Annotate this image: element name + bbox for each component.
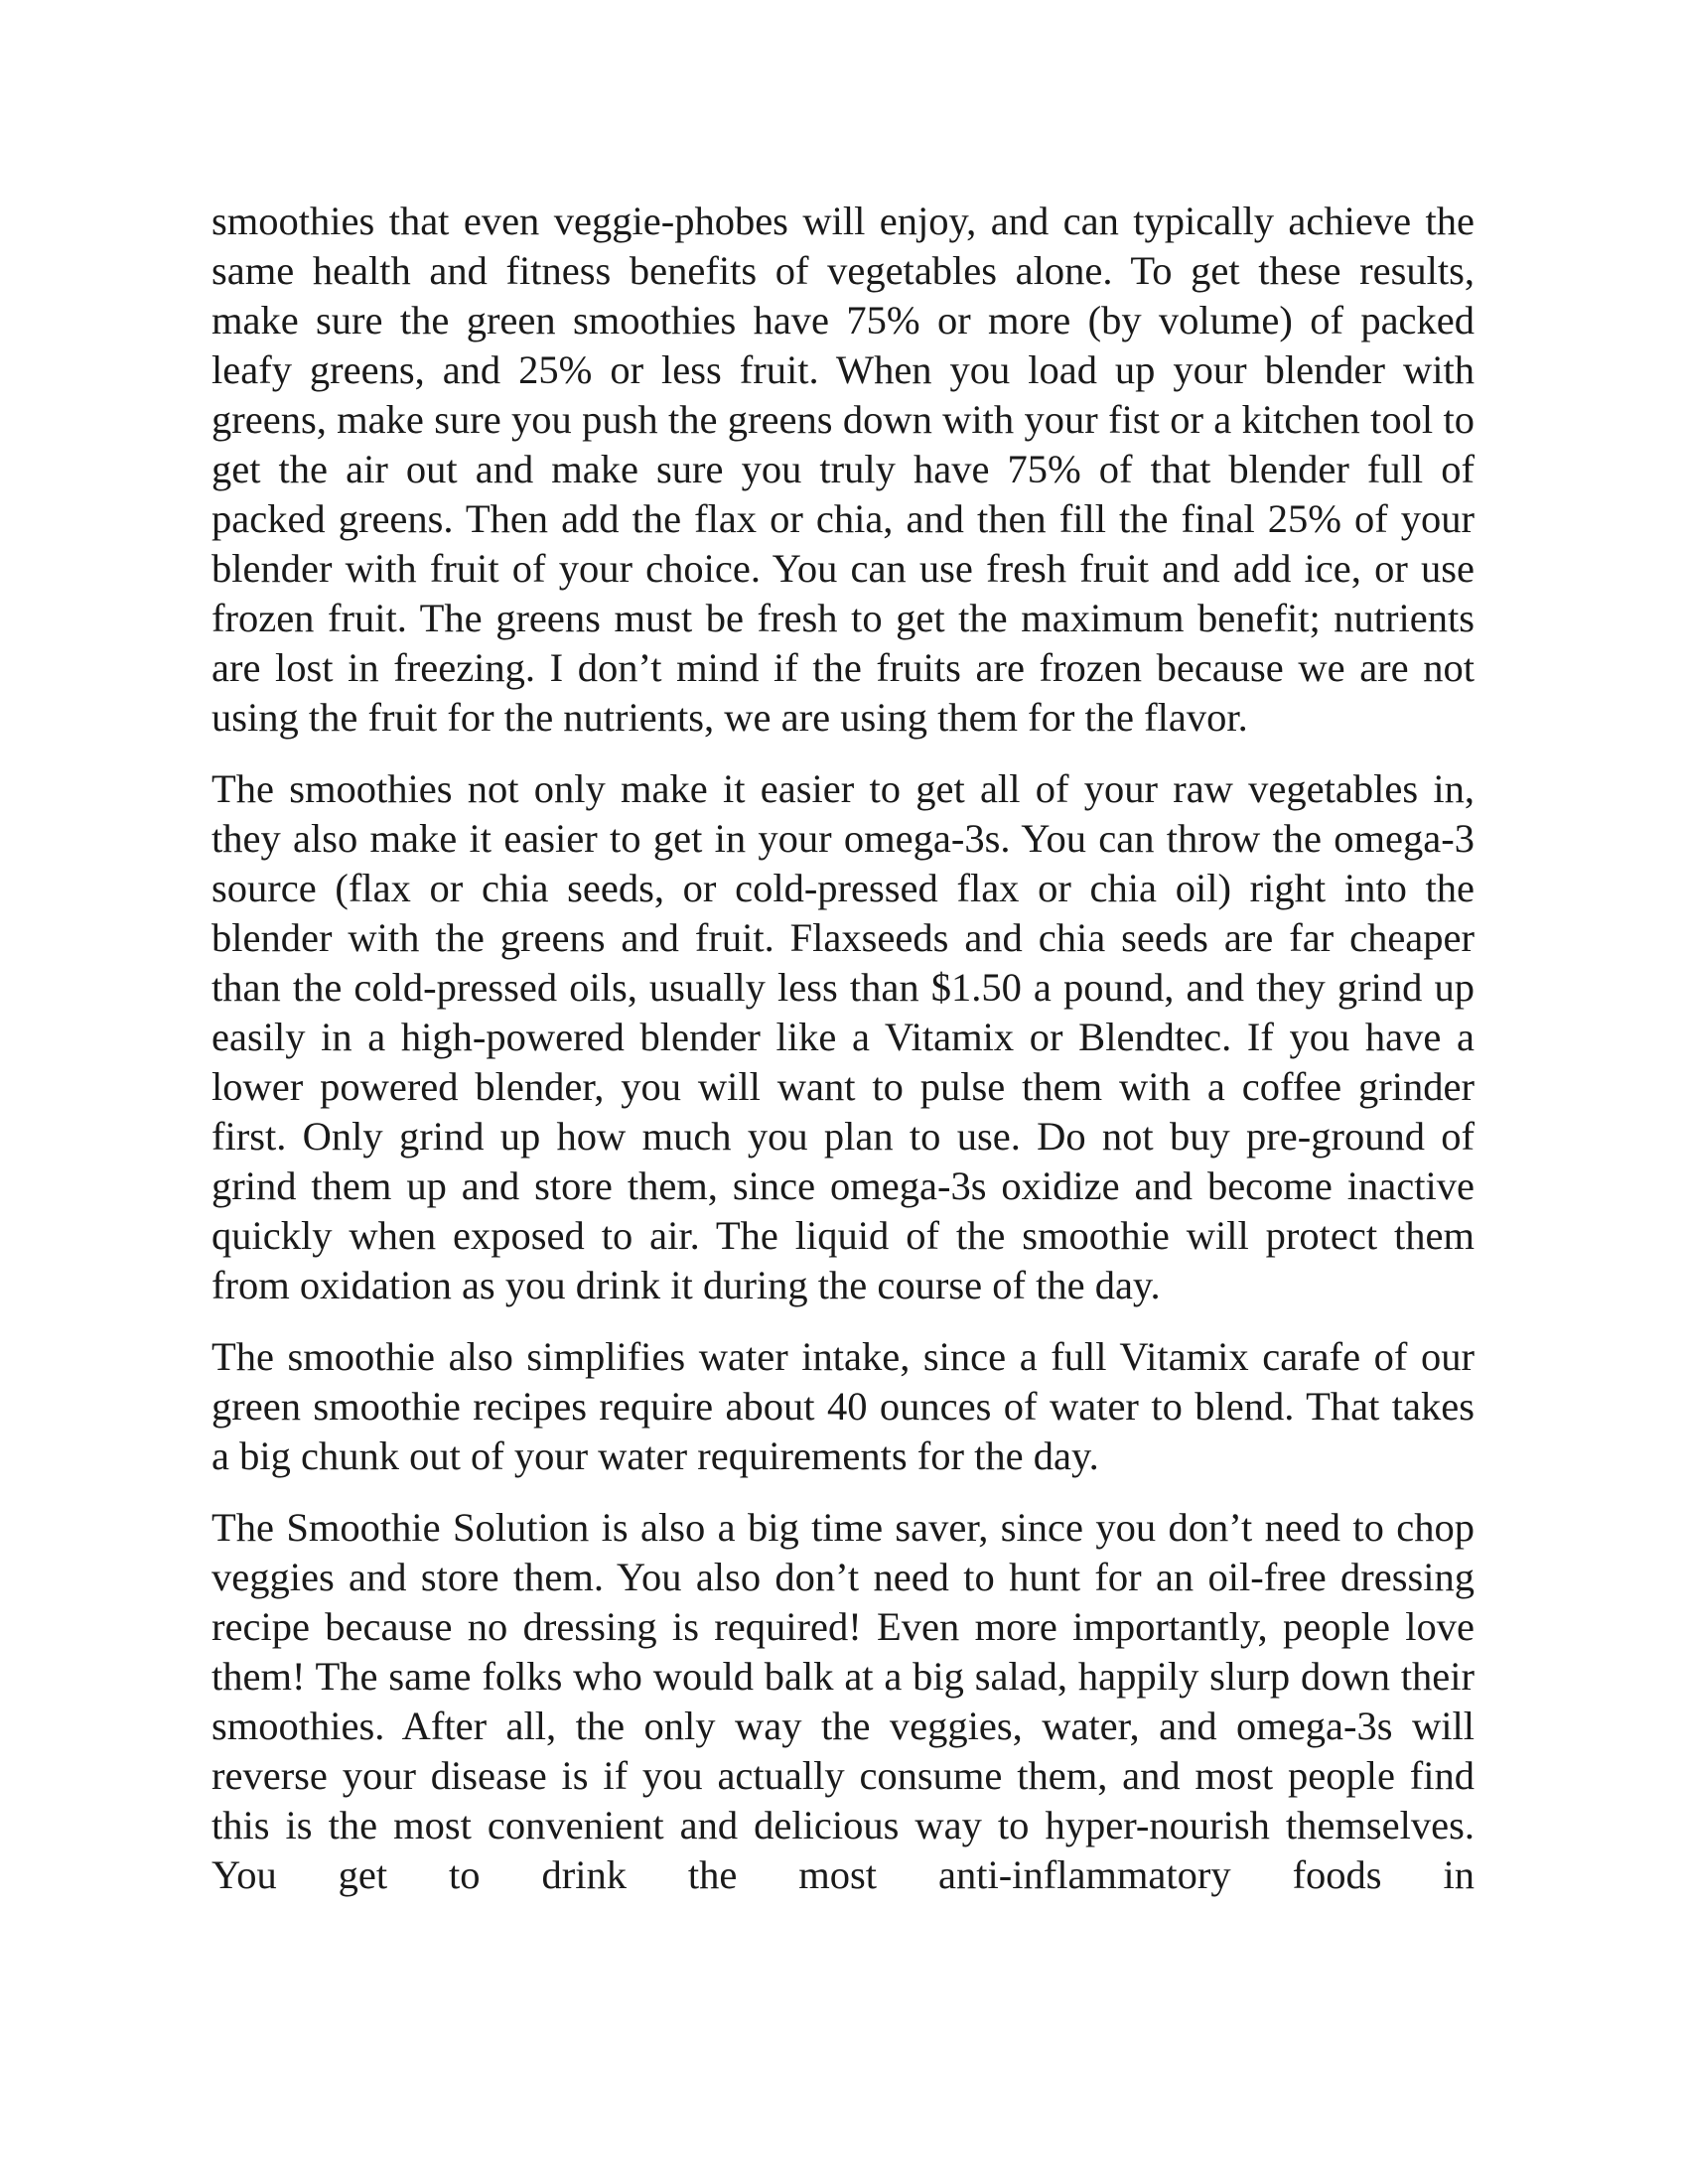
paragraph-time-saver: The Smoothie Solution is also a big time saver, since you don’t need to chop veggies and store them. You also don’t need to hunt for an oil-free dressing recipe because no dressing is required! Even more importantly, people love them! The same folks who would balk at a big salad, happily slurp down their smoothies. After all, the only way the veggies, water, and omega-3s will reverse your disease is if you actually consume them, and most people find this is the most convenient and delicious way to hyper-nourish themselves. You get to drink the most anti-inflammatory foods in	[211, 1505, 1475, 1897]
paragraph-water-intake: The smoothie also simplifies water intake, since a full Vitamix carafe of our green smoothie recipes require about 40 ounces of water to blend. That takes a big chunk out of your water requirements for the day.	[211, 1334, 1475, 1478]
paragraph-omega-3: The smoothies not only make it easier to get all of your raw vegetables in, they also make it easier to get in your omega-3s. You can throw the omega-3 source (flax or chia seeds, or cold-pressed flax or chia oil) right into the blender with the greens and fruit. Flaxseeds and chia seeds are far cheaper than the cold-pressed oils, usually less than $1.50 a pound, and they grind up easily in a high-powered blender like a Vitamix or Blendtec. If you have a lower powered blender, you will want to pulse them with a coffee grinder first. Only grind up how much you plan to use. Do not buy pre-ground of grind them up and store them, since omega-3s oxidize and become inactive quickly when exposed to air. The liquid of the smoothie will protect them from oxidation as you drink it during the course of the day.	[211, 766, 1475, 1307]
body-text	[211, 197, 1475, 1922]
paragraph-green-smoothie-ratio: smoothies that even veggie-phobes will enjoy, and can typically achieve the same health and fitness benefits of vegetables alone. To get these results, make sure the green smoothies have 75% or more (by volume) of packed leafy greens, and 25% or less fruit. When you load up your blender with greens, make sure you push the greens down with your fist or a kitchen tool to get the air out and make sure you truly have 75% of that blender full of packed greens. Then add the flax or chia, and then fill the final 25% of your blender with fruit of your choice. You can use fresh fruit and add ice, or use frozen fruit. The greens must be fresh to get the maximum benefit; nutrients are lost in freezing. I don’t mind if the fruits are frozen because we are not using the fruit for the nutrients, we are using them for the flavor.	[211, 199, 1475, 740]
